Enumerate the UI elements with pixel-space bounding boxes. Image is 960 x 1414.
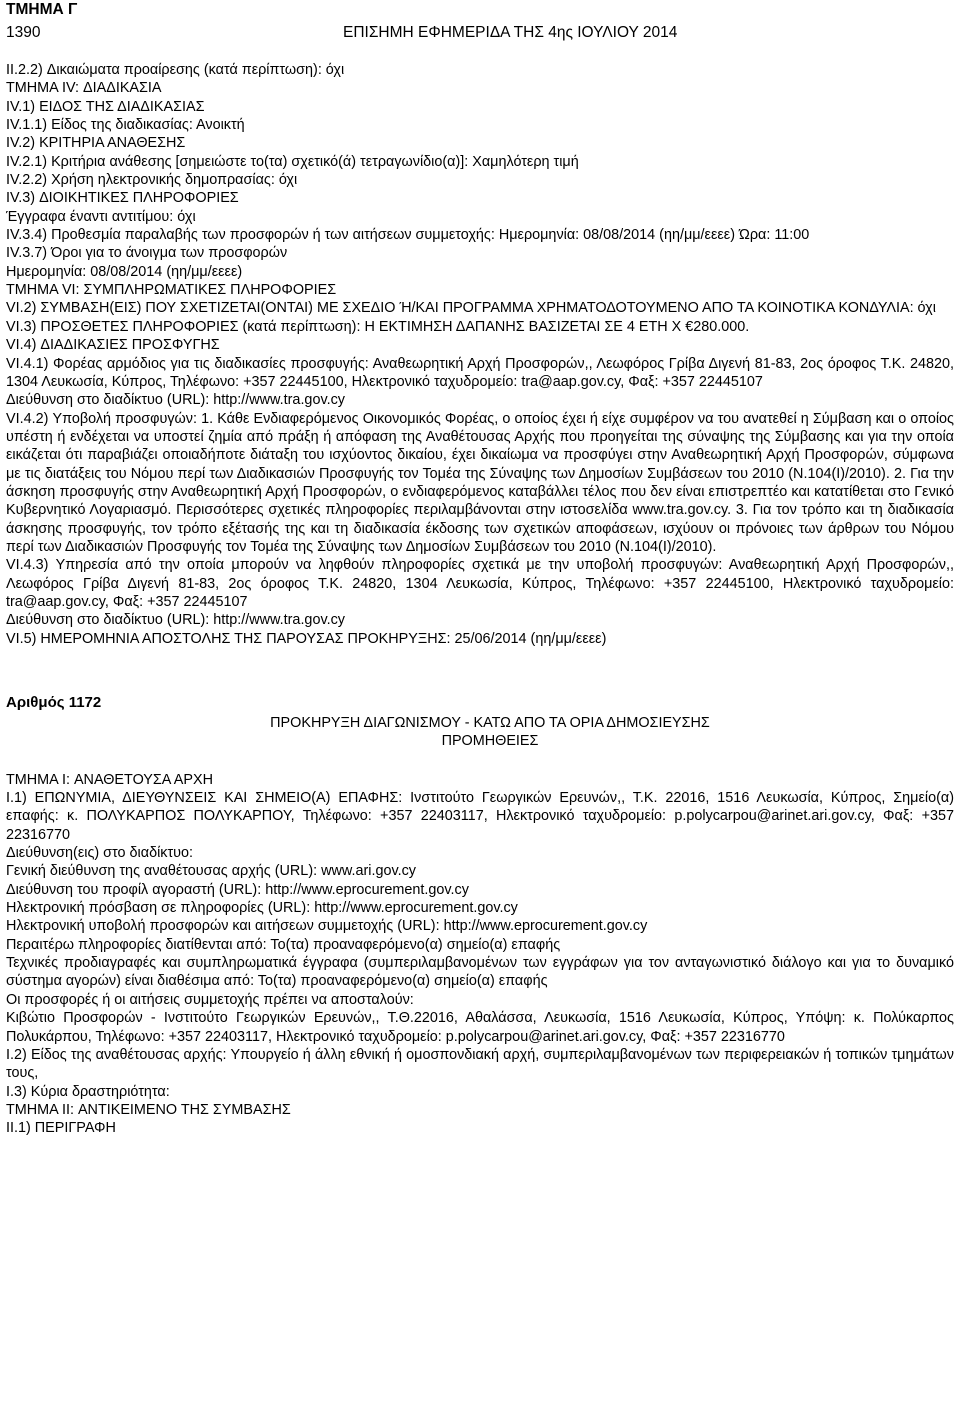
section-heading: ΤΜΗΜΑ VI: ΣΥΜΠΛΗΡΩΜΑΤΙΚΕΣ ΠΛΗΡΟΦΟΡΙΕΣ — [6, 282, 337, 299]
text-line: II.1) ΠΕΡΙΓΡΑΦΗ — [6, 1120, 116, 1137]
page-header — [6, 19, 954, 40]
spacer — [6, 648, 954, 694]
section-label: ΤΜΗΜΑ Γ — [6, 1, 78, 18]
text-line: Διεύθυνση(εις) στο διαδίκτυο: — [6, 845, 194, 862]
text-line: Ηλεκτρονική υποβολή προσφορών και αιτήσεων συμμετοχής (URL): http://www.eprocurement.gov.cy — [6, 918, 648, 935]
text-line: II.2.2) Δικαιώματα προαίρεσης (κατά περίπτωση): όχι — [6, 62, 345, 78]
text-line: VI.3) ΠΡΟΣΘΕΤΕΣ ΠΛΗΡΟΦΟΡΙΕΣ (κατά περίπτωση): Η ΕΚΤΙΜΗΣΗ ΔΑΠΑΝΗΣ ΒΑΣΙΖΕΤΑΙ ΣΕ 4 ΕΤΗ Χ €280.000. — [6, 318, 750, 335]
notice-number: Αριθμός 1172 — [6, 694, 102, 711]
notice-header — [6, 694, 954, 714]
text-line: IV.3) ΔΙΟΙΚΗΤΙΚΕΣ ΠΛΗΡΟΦΟΡΙΕΣ — [6, 190, 239, 207]
text-line: Ημερομηνία: 08/08/2014 (ηη/μμ/εεεε) — [6, 263, 243, 280]
text-line: IV.2.1) Κριτήρια ανάθεσης [σημειώστε το(τα) σχετικό(ά) τετραγωνίδιο(α)]: Χαμηλότερη τιμή — [6, 153, 579, 170]
text-line: IV.1) ΕΙΔΟΣ ΤΗΣ ΔΙΑΔΙΚΑΣΙΑΣ — [6, 98, 205, 115]
text-line: I.3) Κύρια δραστηριότητα: — [6, 1083, 170, 1100]
paragraph-iv34: IV.3.4) Προθεσμία παραλαβής των προσφορών ή των αιτήσεων συμμετοχής: Ημερομηνία: 08/08/2014 (ηη/μμ/εεεε) Ώρα: 11:00 — [6, 227, 810, 244]
paragraph-i1: I.1) ΕΠΩΝΥΜΙΑ, ΔΙΕΥΘΥΝΣΕΙΣ ΚΑΙ ΣΗΜΕΙΟ(Α) ΕΠΑΦΗΣ: Ινστιτούτο Γεωργικών Ερευνών,, Τ.Κ. 22016, 1516 Λευκωσία, Κύπρος, Σημείο(α) επαφής: κ. ΠΟΛΥΚΑΡΠΟΣ ΠΟΛΥΚΑΡΠΟΥ, Τηλέφωνο: +357 22403117, Ηλεκτρονικό ταχυδρομείο: p.polycarpou@arinet.ari.gov.cy, Φαξ: +357 22316770 — [6, 790, 954, 843]
page-number: 1390 — [6, 24, 41, 41]
text-line: Διεύθυνση στο διαδίκτυο (URL): http://www.tra.gov.cy — [6, 612, 345, 629]
text-line: VI.5) ΗΜΕΡΟΜΗΝΙΑ ΑΠΟΣΤΟΛΗΣ ΤΗΣ ΠΑΡΟΥΣΑΣ ΠΡΟΚΗΡΥΞΗΣ: 25/06/2014 (ηη/μμ/εεεε) — [6, 630, 607, 647]
section-heading: ΤΜΗΜΑ II: ΑΝΤΙΚΕΙΜΕΝΟ ΤΗΣ ΣΥΜΒΑΣΗΣ — [6, 1101, 291, 1118]
text-line: Οι προσφορές ή οι αιτήσεις συμμετοχής πρέπει να αποσταλούν: — [6, 991, 414, 1008]
text-line: IV.3.7) Όροι για το άνοιγμα των προσφορών — [6, 245, 288, 262]
paragraph-tech-specs: Τεχνικές προδιαγραφές και συμπληρωματικά έγγραφα (συμπεριλαμβανομένων των εγγράφων για τον ανταγωνιστικό διάλογο και για το δυναμικό σύστημα αγορών) είναι διαθέσιμα από: Το(τα) προαναφερόμενο(α) σημείο(α) επαφής — [6, 955, 954, 990]
paragraph-vi41: VI.4.1) Φορέας αρμόδιος για τις διαδικασίες προσφυγής: Αναθεωρητική Αρχή Προσφορών,, Λεωφόρος Γρίβα Διγενή 81-83, 2ος όροφος Τ.Κ. 24820, 1304 Λευκωσία, Κύπρος, Τηλέφωνο: +357 22445100, Ηλεκτρονικό ταχυδρομείο: tra@aap.gov.cy, Φαξ: +357 22445107 — [6, 355, 954, 390]
text-line: Ηλεκτρονική πρόσβαση σε πληροφορίες (URL): http://www.eprocurement.gov.cy — [6, 900, 518, 917]
paragraph-i2: I.2) Είδος της αναθέτουσας αρχής: Υπουργείο ή άλλη εθνική ή ομοσπονδιακή αρχή, συμπεριλαμβανομένων των περιφερειακών ή τοπικών τμημάτων τους, — [6, 1046, 954, 1082]
spacer — [6, 40, 954, 61]
text-line: Διεύθυνση στο διαδίκτυο (URL): http://www.tra.gov.cy — [6, 392, 345, 409]
text-line: IV.2.2) Χρήση ηλεκτρονικής δημοπρασίας: όχι — [6, 172, 298, 189]
paragraph-vi43: VI.4.3) Υπηρεσία από την οποία μπορούν να ληφθούν πληροφορίες σχετικά με την υποβολή προσφυγών: Αναθεωρητική Αρχή Προσφορών,, Λεωφόρος Γρίβα Διγενή 81-83, 2ος όροφος Τ.Κ. 24820, 1304 Λευκωσία, Κύπρος, Τηλέφωνο: +357 22445100, Ηλεκτρονικό ταχυδρομείο: tra@aap.gov.cy, Φαξ: +357 22445107 — [6, 557, 954, 610]
gazette-title: ΕΠΙΣΗΜΗ ΕΦΗΜΕΡΙΔΑ ΤΗΣ 4ης ΙΟΥΛΙΟΥ 2014 — [343, 24, 678, 41]
paragraph-vi42: VI.4.2) Υποβολή προσφυγών: 1. Κάθε Ενδιαφερόμενος Οικονομικός Φορέας, ο οποίος έχει ή είχε συμφέρον να του ανατεθεί η Σύμβαση και ο οποίος υπέστη ή ενδέχεται να υποστεί ζημία από πράξη ή απόφαση της Αναθέτουσας Αρχής που προηγείται της σύναψης της Σύμβασης και για την οποία εικάζεται ότι παραβιάζει οποιαδήποτε διάταξη του ισχύοντος δικαίου, έχει δικαίωμα να προσφύγει στην Αναθεωρητική Αρχή Προσφορών, σύμφωνα με τις διατάξεις του Νόμου περί των Διαδικασιών Προσφυγής τον Τομέα της Σύναψης των Δημοσίων Συμβάσεων του 2010 (Ν.104(I)/2010). 2. Για την άσκηση προσφυγής στην Αναθεωρητική Αρχή Προσφορών, ο ενδιαφερόμενος καταβάλλει τέλος που δεν είναι επιστρεπτέο και κατατίθεται στο Γενικό Κυβερνητικό Λογαριασμό. Περισσότερες σχετικές πληροφορίες περιλαμβάνονται στην ιστοσελίδα www.tra.gov.cy. 3. Για τον τρόπο και τη διαδικασία άσκησης προσφυγής, τον τρόπο εξέτασής της και τη διαδικασία έκδοσης των σχετικών αποφάσεων, ισχύουν οι πρόνοιες των άρθρων του Νόμου περί των Διαδικασιών Προσφυγής τον Τομέα της Σύναψης των Δημοσίων Συμβάσεων του 2010 (Ν.104(I)/2010). — [6, 410, 954, 555]
text-line: IV.1.1) Είδος της διαδικασίας: Ανοικτή — [6, 117, 245, 134]
notice-title-line2: ΠΡΟΜΗΘΕΙΕΣ — [441, 733, 539, 750]
paragraph-offer-box: Κιβώτιο Προσφορών - Ινστιτούτο Γεωργικών Ερευνών,, Τ.Θ.22016, Αθαλάσσα, Λευκωσία, 1516 Λευκωσία, Κύπρος, Υπόψη: κ. Πολύκαρπος Πολυκάρπου, Τηλέφωνο: +357 22403117, Ηλεκτρονικό ταχυδρομείο: p.polycarpou@arinet.ari.gov.cy, Φαξ: +357 22316770 — [6, 1010, 954, 1045]
text-line: VI.4) ΔΙΑΔΙΚΑΣΙΕΣ ΠΡΟΣΦΥΓΗΣ — [6, 337, 220, 354]
notice-title-line1: ΠΡΟΚΗΡΥΞΗ ΔΙΑΓΩΝΙΣΜΟΥ - ΚΑΤΩ ΑΠΟ ΤΑ ΟΡΙΑ ΔΗΜΟΣΙΕΥΣΗΣ — [270, 715, 710, 731]
text-line: Γενική διεύθυνση της αναθέτουσας αρχής (URL): www.ari.gov.cy — [6, 863, 416, 880]
text-line: Έγγραφα έναντι αντιτίμου: όχι — [6, 208, 196, 225]
paragraph-vi2: VI.2) ΣΥΜΒΑΣΗ(ΕΙΣ) ΠΟΥ ΣΧΕΤΙΖΕΤΑΙ(ΟΝΤΑΙ) ΜΕ ΣΧΕΔΙΟ Ή/ΚΑΙ ΠΡΟΓΡΑΜΜΑ ΧΡΗΜΑΤΟΔΟΤΟΥΜΕΝΟ ΑΠΟ ΤΑ ΚΟΙΝΟΤΙΚΑ ΚΟΝΔΥΛΙΑ: όχι — [6, 300, 936, 317]
spacer — [6, 751, 954, 771]
text-line: IV.2) ΚΡΙΤΗΡΙΑ ΑΝΑΘΕΣΗΣ — [6, 135, 186, 152]
text-line: Διεύθυνση του προφίλ αγοραστή (URL): http://www.eprocurement.gov.cy — [6, 881, 469, 898]
section-heading: ΤΜΗΜΑ I: ΑΝΑΘΕΤΟΥΣΑ ΑΡΧΗ — [6, 771, 213, 788]
section-heading: ΤΜΗΜΑ IV: ΔΙΑΔΙΚΑΣΙΑ — [6, 80, 162, 97]
text-line: Περαιτέρω πληροφορίες διατίθενται από: Το(τα) προαναφερόμενο(α) σημείο(α) επαφής — [6, 936, 561, 953]
